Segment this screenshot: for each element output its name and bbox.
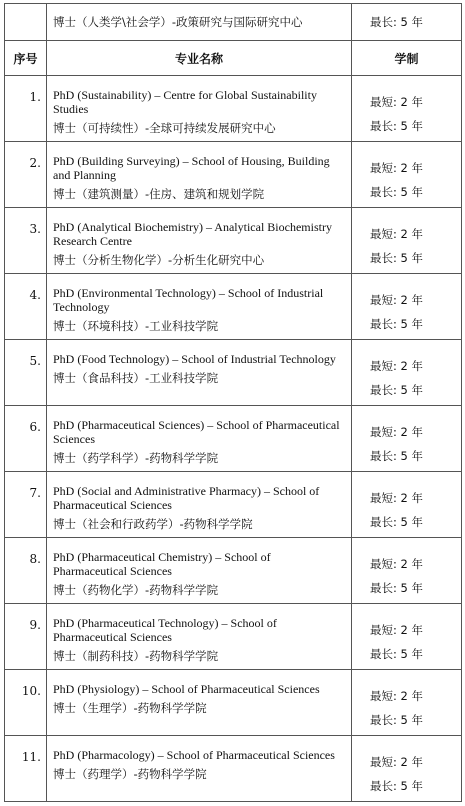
program-cell xyxy=(47,142,352,208)
program-cell xyxy=(47,472,352,538)
program-cell xyxy=(47,274,352,340)
duration-max: 最长: 5 年 xyxy=(370,779,424,793)
program-name-cn: 博士（社会和行政药学）-药物科学学院 xyxy=(53,517,253,531)
duration-cell xyxy=(352,76,462,142)
header-row xyxy=(5,41,462,76)
program-name-cn: 博士（生理学）-药物科学学院 xyxy=(53,701,207,715)
program-cell xyxy=(47,604,352,670)
program-cell xyxy=(47,76,352,142)
program-name-en: PhD (Environmental Technology) – School of Industrial Technology xyxy=(53,286,324,314)
header-program: 专业名称 xyxy=(47,41,352,76)
duration-min: 最短: 2 年 xyxy=(370,689,424,703)
table-row xyxy=(5,736,462,802)
program-name-en: PhD (Social and Administrative Pharmacy) – School of Pharmaceutical Sciences xyxy=(53,484,320,512)
table-row xyxy=(5,604,462,670)
duration-min: 最短: 2 年 xyxy=(370,95,424,109)
duration-max: 最长: 5 年 xyxy=(370,581,424,595)
row-number: 10. xyxy=(5,670,47,736)
row-number: 4. xyxy=(5,274,47,340)
table-row xyxy=(5,406,462,472)
program-name-cn: 博士（环境科技）-工业科技学院 xyxy=(53,319,219,333)
row-number: 2. xyxy=(5,142,47,208)
duration-cell xyxy=(352,604,462,670)
number-cell xyxy=(5,4,47,41)
table-row xyxy=(5,274,462,340)
program-name-en: PhD (Sustainability) – Centre for Global Sustainability Studies xyxy=(53,88,317,116)
table-row xyxy=(5,208,462,274)
row-number: 3. xyxy=(5,208,47,274)
duration-min: 最短: 2 年 xyxy=(370,227,424,241)
table-row xyxy=(5,472,462,538)
program-name-en: PhD (Pharmacology) – School of Pharmaceutical Sciences xyxy=(53,748,335,762)
duration-cell xyxy=(352,274,462,340)
duration-max: 最长: 5 年 xyxy=(370,119,424,133)
program-name-en: PhD (Building Surveying) – School of Housing, Building and Planning xyxy=(53,154,330,182)
program-name-en: PhD (Food Technology) – School of Industrial Technology xyxy=(53,352,336,366)
row-number: 11. xyxy=(5,736,47,802)
program-name-cn: 博士（制药科技）-药物科学学院 xyxy=(53,649,219,663)
duration-max: 最长: 5 年 xyxy=(370,515,424,529)
duration-max: 最长: 5 年 xyxy=(370,713,424,727)
program-name-cn: 博士（药学科学）-药物科学学院 xyxy=(53,451,219,465)
duration-max: 最长: 5 年 xyxy=(370,251,424,265)
program-name-cn: 博士（建筑测量）-住房、建筑和规划学院 xyxy=(53,187,265,201)
program-name-cn: 博士（分析生物化学）-分析生化研究中心 xyxy=(53,253,265,267)
program-name-en: PhD (Pharmaceutical Sciences) – School of Pharmaceutical Sciences xyxy=(53,418,340,446)
program-cell xyxy=(47,670,352,736)
program-cell xyxy=(47,208,352,274)
duration-min: 最短: 2 年 xyxy=(370,359,424,373)
program-table xyxy=(4,3,462,802)
program-cell xyxy=(47,4,352,41)
program-cell xyxy=(47,538,352,604)
program-name-cn: 博士（可持续性）-全球可持续发展研究中心 xyxy=(53,121,276,135)
duration-max: 最长: 5 年 xyxy=(370,317,424,331)
row-number: 1. xyxy=(5,76,47,142)
program-cell xyxy=(47,340,352,406)
program-name-en: PhD (Analytical Biochemistry) – Analytical Biochemistry Research Centre xyxy=(53,220,332,248)
header-duration: 学制 xyxy=(352,41,462,76)
duration-min: 最短: 2 年 xyxy=(370,755,424,769)
program-cell xyxy=(47,736,352,802)
table-row xyxy=(5,76,462,142)
row-number: 8. xyxy=(5,538,47,604)
table-row-continued xyxy=(5,4,462,41)
program-name-cn: 博士（人类学\社会学）-政策研究与国际研究中心 xyxy=(53,15,303,29)
duration-cell xyxy=(352,736,462,802)
row-number: 9. xyxy=(5,604,47,670)
duration-cell xyxy=(352,4,462,41)
program-cell xyxy=(47,406,352,472)
row-number: 7. xyxy=(5,472,47,538)
duration-cell xyxy=(352,340,462,406)
program-name-en: PhD (Physiology) – School of Pharmaceutical Sciences xyxy=(53,682,320,696)
table-row xyxy=(5,538,462,604)
duration-min: 最短: 2 年 xyxy=(370,161,424,175)
duration-cell xyxy=(352,142,462,208)
table-row xyxy=(5,340,462,406)
duration-cell xyxy=(352,538,462,604)
program-name-cn: 博士（药物化学）-药物科学学院 xyxy=(53,583,219,597)
duration-cell xyxy=(352,406,462,472)
program-name-cn: 博士（药理学）-药物科学学院 xyxy=(53,767,207,781)
duration-max: 最长: 5 年 xyxy=(370,647,424,661)
row-number: 6. xyxy=(5,406,47,472)
duration-cell xyxy=(352,208,462,274)
duration-max: 最长: 5 年 xyxy=(370,449,424,463)
duration-max: 最长: 5 年 xyxy=(370,185,424,199)
duration-min: 最短: 2 年 xyxy=(370,557,424,571)
program-name-en: PhD (Pharmaceutical Technology) – School of Pharmaceutical Sciences xyxy=(53,616,277,644)
duration-max: 最长: 5 年 xyxy=(370,383,424,397)
duration-min: 最短: 2 年 xyxy=(370,293,424,307)
duration-max: 最长: 5 年 xyxy=(370,15,424,29)
duration-min: 最短: 2 年 xyxy=(370,623,424,637)
program-name-en: PhD (Pharmaceutical Chemistry) – School of Pharmaceutical Sciences xyxy=(53,550,271,578)
header-number: 序号 xyxy=(5,41,47,76)
table-row xyxy=(5,670,462,736)
program-name-cn: 博士（食品科技）-工业科技学院 xyxy=(53,371,219,385)
duration-min: 最短: 2 年 xyxy=(370,425,424,439)
duration-cell xyxy=(352,670,462,736)
row-number: 5. xyxy=(5,340,47,406)
duration-cell xyxy=(352,472,462,538)
duration-min: 最短: 2 年 xyxy=(370,491,424,505)
table-row xyxy=(5,142,462,208)
